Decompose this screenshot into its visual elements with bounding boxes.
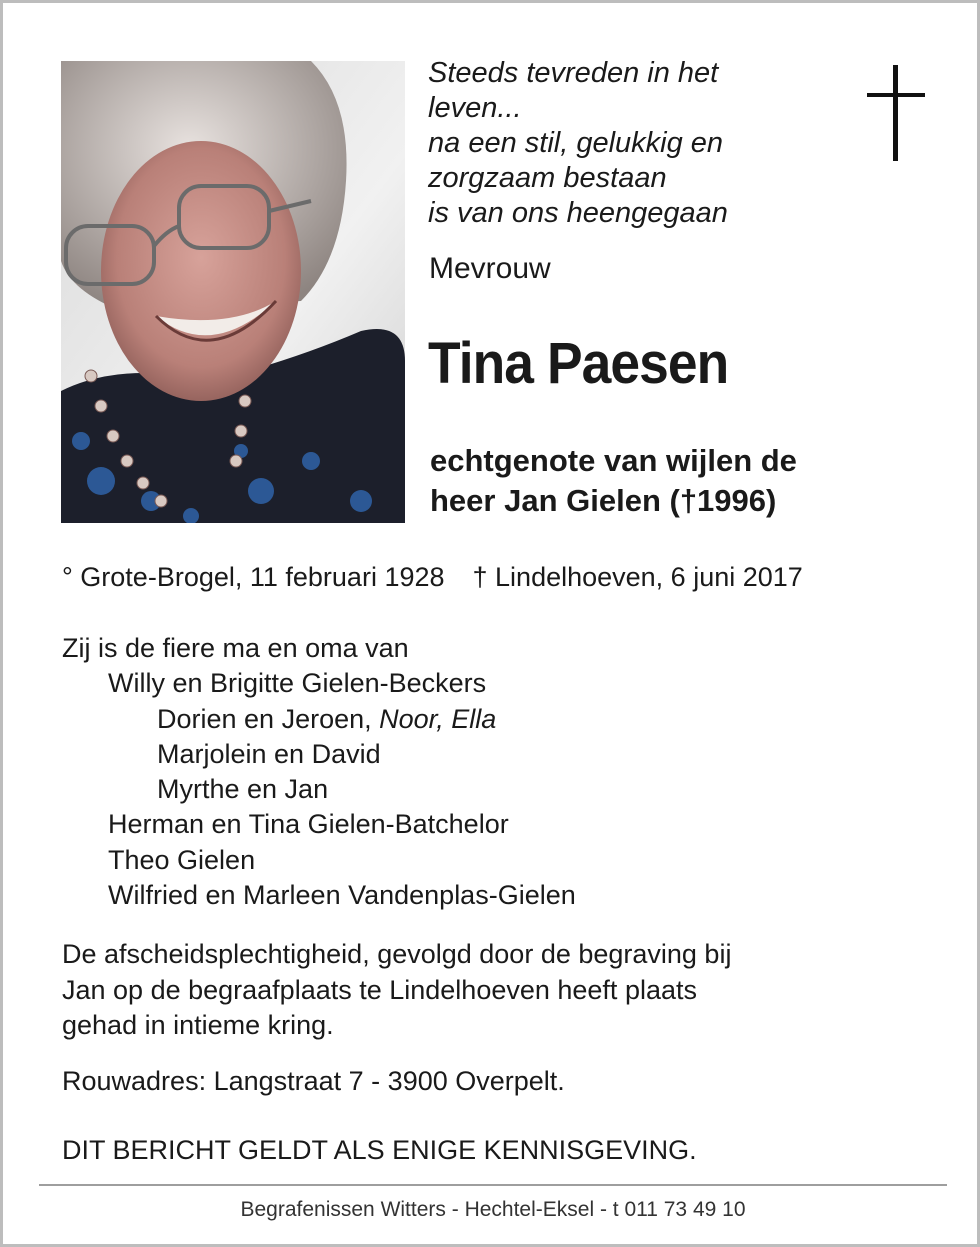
death-date: † Lindelhoeven, 6 juni 2017 [472,562,803,592]
spouse-line: heer Jan Gielen (†1996) [430,483,777,518]
child-entry: Herman en Tina Gielen-Batchelor [108,809,509,840]
notice-statement: DIT BERICHT GELDT ALS ENIGE KENNISGEVING. [62,1135,697,1165]
mourning-address: Rouwadres: Langstraat 7 - 3900 Overpelt. [62,1066,565,1096]
poem-line: leven... [428,92,522,124]
poem [428,56,728,231]
grandchild-entry: Marjolein en David [157,738,381,769]
poem-line: zorgzaam bestaan [428,162,667,194]
poem-line: na een stil, gelukkig en [428,127,724,159]
birth-date: ° Grote-Brogel, 11 februari 1928 [62,562,445,592]
family-intro: Zij is de fiere ma en oma van [62,633,409,663]
grandchild-entry [62,702,576,737]
funeral-home-footer: Begrafenissen Witters - Hechtel-Eksel - t 011 73 49 10 [240,1198,746,1221]
child-entry: Wilfried en Marleen Vandenplas-Gielen [108,880,576,911]
ceremony-line: De afscheidsplechtigheid, gevolgd door de begraving bij [62,939,732,969]
spouse-line: echtgenote van wijlen de [430,443,797,478]
portrait-photo [61,61,405,523]
ceremony-line: Jan op de begraafplaats te Lindelhoeven heeft plaats [62,974,697,1005]
grandchild-entry: Myrthe en Jan [157,774,329,805]
deceased-name: Tina Paesen [428,331,729,396]
divider [39,1184,947,1186]
life-dates [62,559,803,595]
family-list [62,631,576,913]
latin-cross-icon [867,65,925,161]
poem-line: Steeds tevreden in het [428,57,719,89]
poem-line: is van ons heengegaan [428,197,728,229]
child-entry: Theo Gielen [108,844,256,875]
ceremony-line: gehad in intieme kring. [62,1010,334,1040]
grandchild-names: Dorien en Jeroen, [157,703,372,734]
great-grandchild-names: Noor, Ella [379,703,497,734]
ceremony-text [62,937,731,1044]
child-entry: Willy en Brigitte Gielen-Beckers [108,668,487,699]
spouse-info [430,441,797,521]
title-prefix: Mevrouw [429,252,551,285]
